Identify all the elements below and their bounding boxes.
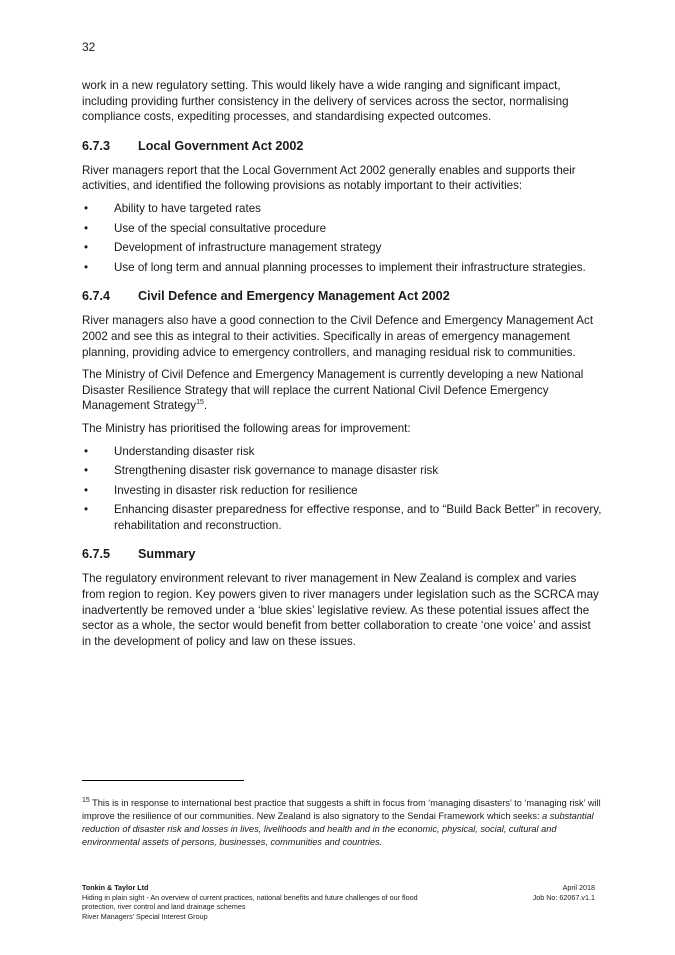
list-item: • Enhancing disaster preparedness for effective response, and to “Build Back Better” in recovery, rehabilitation and reconstruction. [84,503,602,532]
section-number: 6.7.3 [82,138,111,153]
section-674-paragraph-3: The Ministry has prioritised the following areas for improvement: [82,421,411,435]
section-673-paragraph: River managers report that the Local Government Act 2002 generally enables and supports their activities, and identified the following provisions as notably important to their activities: [82,163,576,193]
section-heading-674 [82,289,602,304]
list-item: • Understanding disaster risk [84,444,255,458]
list-item: • Development of infrastructure management strategy [84,241,382,255]
intro-paragraph: work in a new regulatory setting. This would likely have a wide ranging and significant impact, including providing further consistency in the delivery of services across the sector, normalising compliance costs, expediting processes, and standardising expected outcomes. [82,79,569,124]
section-674-bullet-list [82,444,602,534]
section-674-paragraph-1: River managers also have a good connection to the Civil Defence and Emergency Management Act 2002 and see this as integral to their activities. Specifically in areas of emergency management planning, providing advice to emergency controllers, and managing residual risk to communities. [82,314,594,359]
section-673-bullet-list [82,201,602,275]
footer-right [533,883,595,902]
section-number: 6.7.5 [82,547,111,562]
footnote-separator [82,780,244,781]
footnote-text: This is in response to international best practice that suggests a shift in focus from ‘managing disasters’ to ‘managing risk’ will improve the resilience of our communities. New Zealand is also signatory to the Sendai Framework which seeks: [82,798,601,821]
page-number: 32 [82,40,96,54]
section-674-paragraph-2: The Ministry of Civil Defence and Emergency Management is currently developing a new National Disaster Resilience Strategy that will replace the current National Civil Defence Emergency Management Strategy$^{15}$. [82,368,584,413]
list-item: • Use of the special consultative procedure [84,221,327,235]
footnote [82,797,602,849]
footer-client: River Managers’ Special Interest Group [82,911,208,921]
footer-left [82,883,442,921]
section-title: Civil Defence and Emergency Management Act 2002 [138,289,450,304]
section-title: Summary [138,547,196,562]
footnote-quote: a substantial reduction of disaster risk and losses in lives, livelihoods and health and in the economic, physical, social, cultural and environmental assets of persons, businesses, communities and countries. [82,811,594,847]
document-body [82,78,602,656]
list-item: • Investing in disaster risk reduction for resilience [84,483,358,497]
section-heading-675 [82,547,602,562]
section-675-paragraph: The regulatory environment relevant to river management in New Zealand is complex and varies from region to region. Key powers given to river managers under legislation such as the SCRCA may inadvertently be removed under a ‘blue skies’ legislative review. As these potential issues affect the sector as a whole, the sector would benefit from better collaboration to create ‘one voice’ and assist in the development of policy and law on these issues. [82,572,599,648]
footer-report-title: Hiding in plain sight - An overview of current practices, national benefits and future challenges of our flood protection, river control and land drainage schemes [82,892,418,912]
list-item: • Ability to have targeted rates [84,201,261,215]
footer-job-number: Job No: 62067.v1.1 [532,892,595,902]
section-title: Local Government Act 2002 [138,138,304,153]
footer-company: Tonkin & Taylor Ltd [82,883,149,892]
section-heading-673 [82,139,602,154]
list-item: • Use of long term and annual planning processes to implement their infrastructure strategies. [84,260,586,274]
footnote-ref[interactable]: 15 [196,399,204,407]
list-item: • Strengthening disaster risk governance to manage disaster risk [84,464,439,478]
footnote-marker: 15 [82,796,90,804]
section-number: 6.7.4 [82,289,111,304]
footer-date: April 2018 [562,883,595,892]
